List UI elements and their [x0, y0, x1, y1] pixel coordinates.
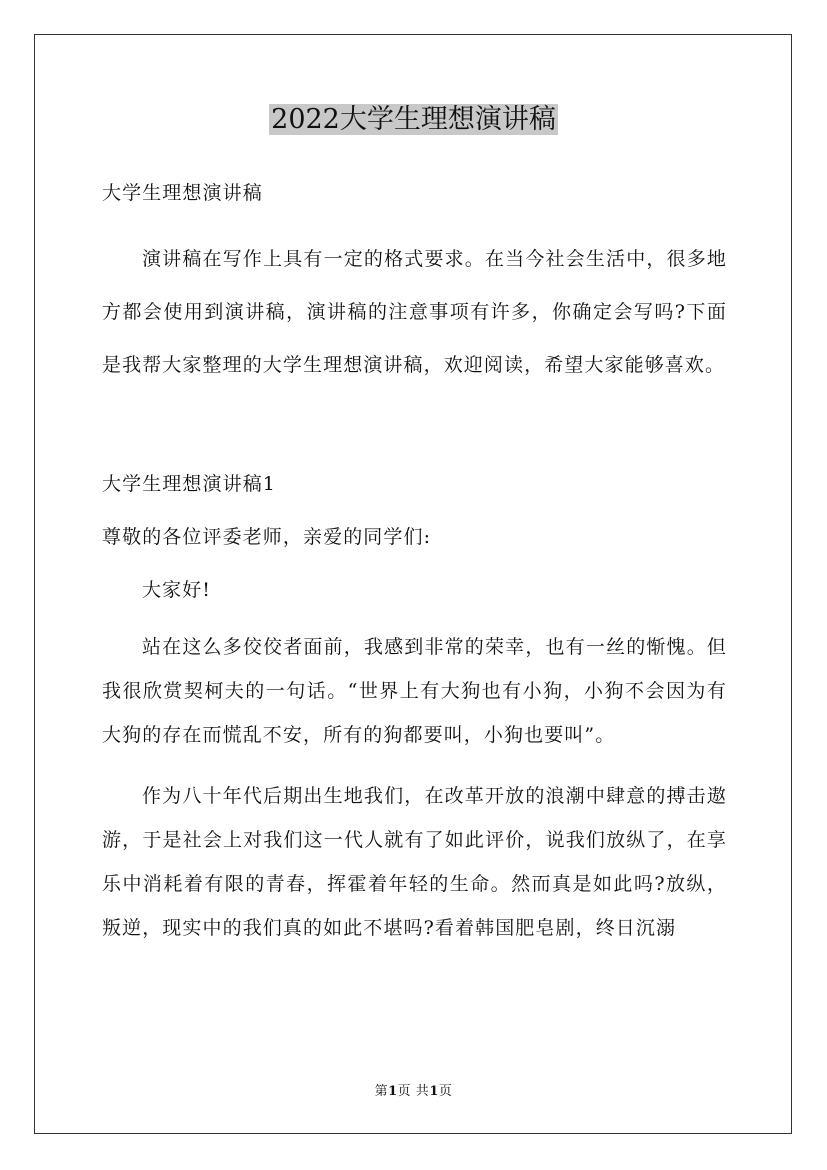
- intro-paragraph: 演讲稿在写作上具有一定的格式要求。在当今社会生活中，很多地方都会使用到演讲稿，演讲稿的注意事项有许多，你确定会写吗?下面是我帮大家整理的大学生理想演讲稿，欢迎阅读，希望大家能够喜欢。: [102, 248, 727, 376]
- total-pages: 1: [429, 1084, 439, 1099]
- body-paragraph-2: 作为八十年代后期出生地我们，在改革开放的浪潮中肆意的搏击遨游，于是社会上对我们这一代人就有了如此评价，说我们放纵了，在享乐中消耗着有限的青春，挥霍着年轻的生命。然而真是如此吗?放纵，叛逆，现实中的我们真的如此不堪吗?看着韩国肥皂剧，终日沉溺: [102, 785, 727, 939]
- page-label-mid: 页 共: [397, 1084, 430, 1099]
- section-heading: 大学生理想演讲稿1: [102, 473, 276, 495]
- page-label-suffix: 页: [438, 1084, 453, 1099]
- body-paragraph-1: 站在这么多佼佼者面前，我感到非常的荣幸，也有一丝的惭愧。但我很欣赏契柯夫的一句话。“世界上有大狗也有小狗，小狗不会因为有大狗的存在而慌乱不安，所有的狗都要叫，小狗也要叫”。: [102, 636, 727, 746]
- page-number-footer: [0, 1082, 827, 1102]
- document-title-text: 2022大学生理想演讲稿: [271, 104, 556, 135]
- document-body: [102, 175, 727, 950]
- salutation: 尊敬的各位评委老师，亲爱的同学们:: [102, 526, 432, 548]
- current-page: 1: [388, 1084, 398, 1099]
- page-label-prefix: 第: [374, 1084, 389, 1099]
- document-subtitle: 大学生理想演讲稿: [102, 182, 263, 204]
- greeting: 大家好!: [142, 579, 212, 601]
- document-title: [0, 100, 827, 140]
